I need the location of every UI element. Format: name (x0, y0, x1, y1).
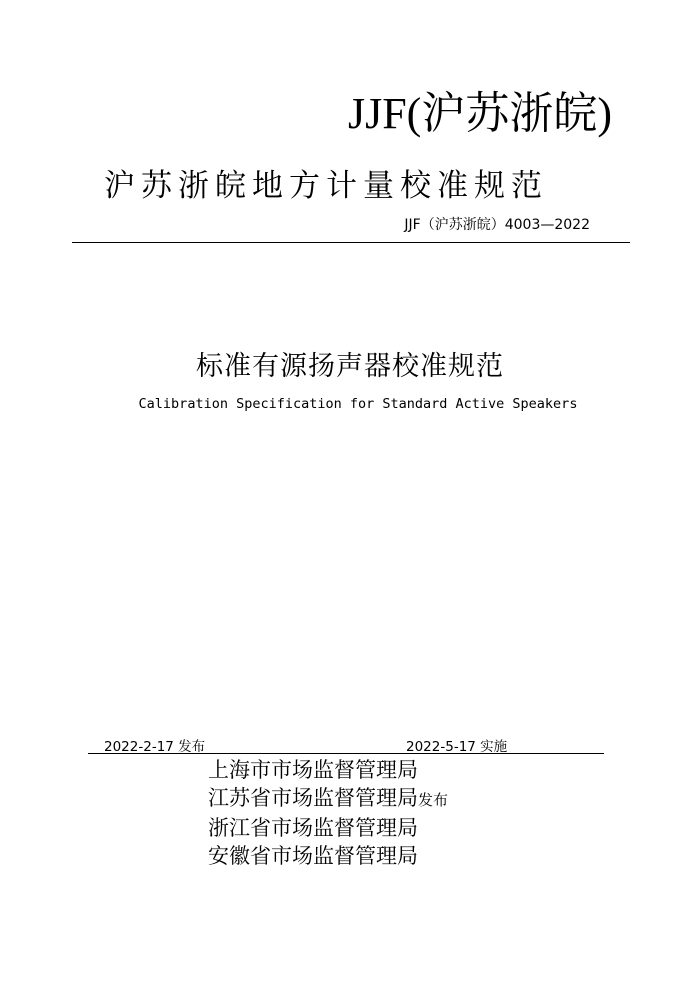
standard-type-title: 沪苏浙皖地方计量校准规范 (104, 168, 548, 204)
issuer-name: 上海市市场监督管理局 (208, 758, 418, 782)
document-title-chinese: 标准有源扬声器校准规范 (196, 351, 504, 382)
issuer-anhui (208, 842, 538, 870)
issue-date: 2022-2-17 发布 (104, 739, 206, 755)
footer-divider (88, 753, 604, 754)
header-divider (72, 242, 630, 243)
standard-code: JJF(沪苏浙皖) (347, 89, 612, 138)
document-title-english: Calibration Specification for Standard Active Speakers (138, 396, 578, 412)
issuer-jiangsu (208, 784, 538, 814)
issuer-name: 浙江省市场监督管理局 (208, 816, 418, 840)
standard-number: JJF（沪苏浙皖）4003—2022 (404, 217, 590, 233)
issuer-name: 江苏省市场监督管理局 (208, 786, 418, 810)
issuer-shanghai (208, 756, 538, 784)
issuer-zhejiang (208, 814, 538, 842)
issuer-name: 安徽省市场监督管理局 (208, 844, 418, 868)
effective-date: 2022-5-17 实施 (406, 739, 508, 755)
issuing-authorities (208, 756, 538, 870)
issue-word: 发布 (418, 791, 449, 809)
